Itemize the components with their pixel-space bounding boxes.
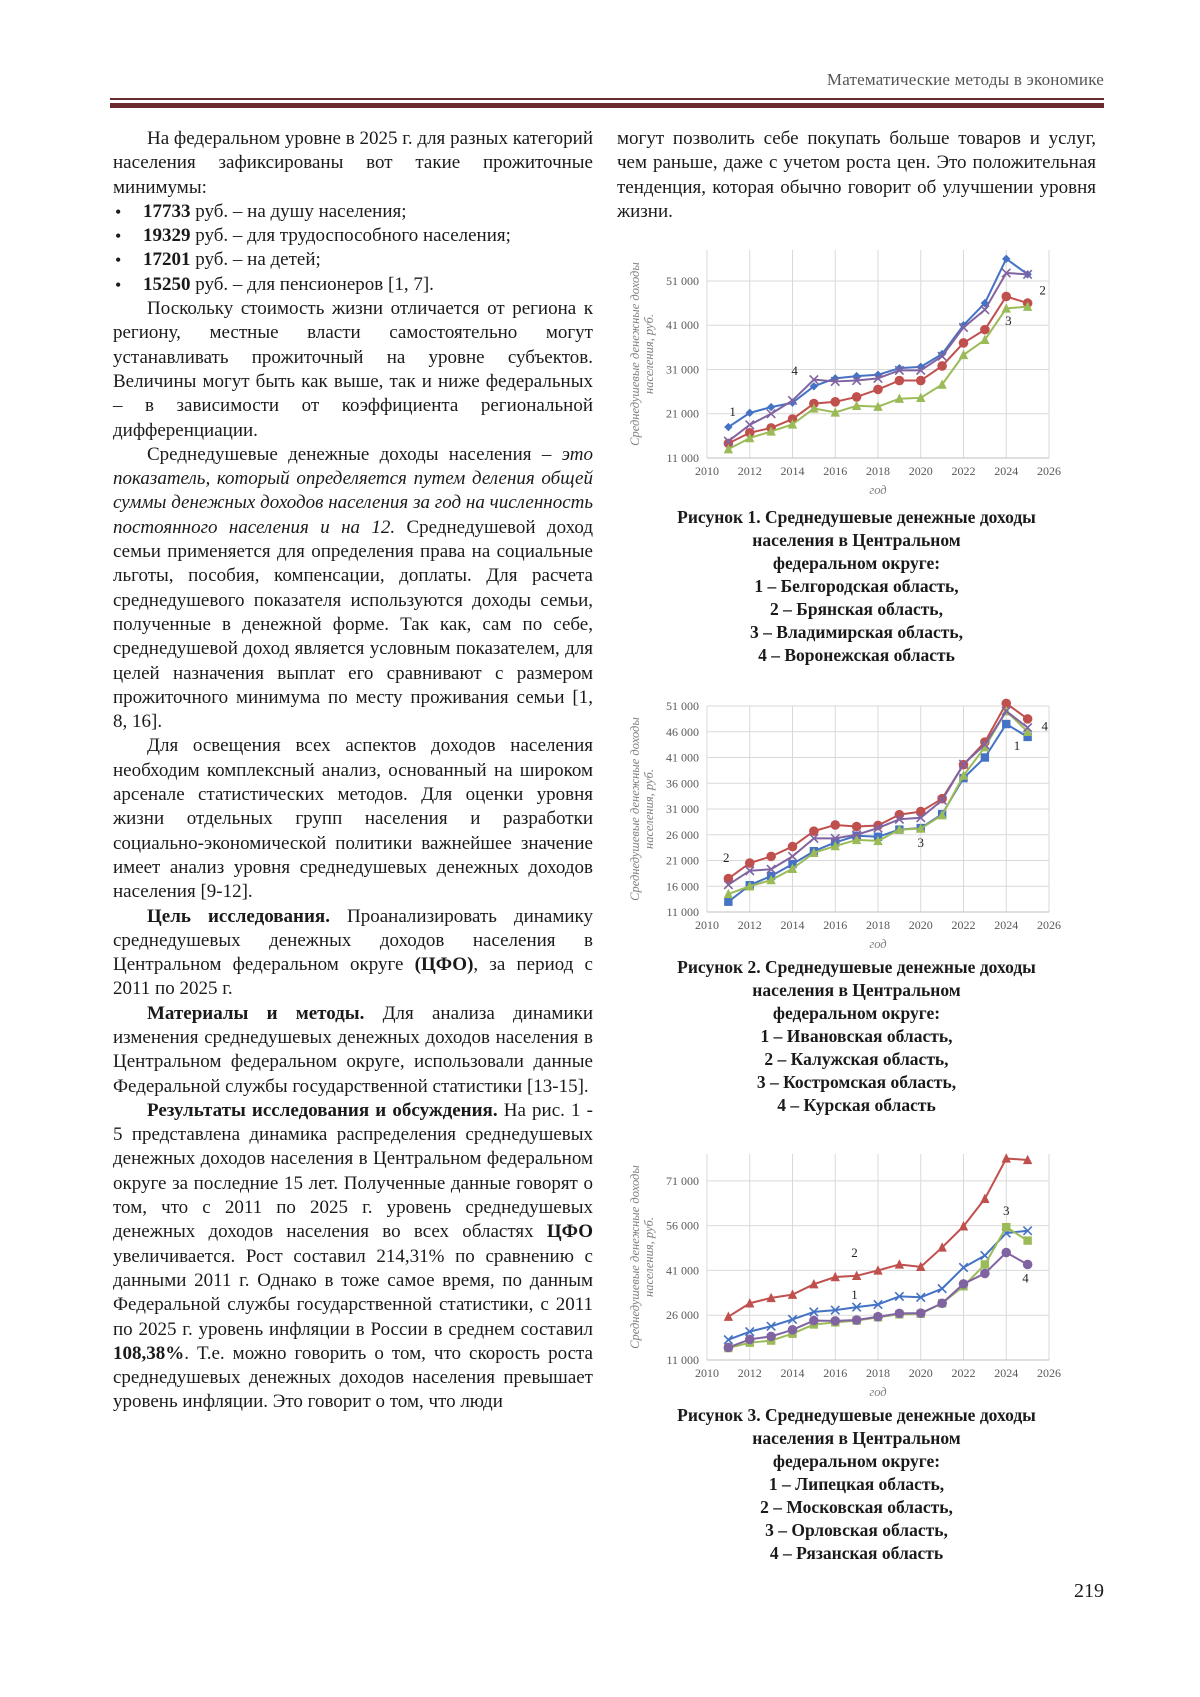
svg-text:2018: 2018 [866,1366,890,1380]
methods-text: Для анализа динамики изменения среднедушевых денежных доходов населения в Центральном федеральном округе, использовали данные Федеральной службы государственной статистики [13-15]. [113,1002,594,1097]
subsistence-minimum-list [113,200,593,297]
svg-text:2022: 2022 [951,464,976,478]
svg-text:3: 3 [1003,1203,1010,1219]
results-text-2: увеличивается. Рост составил 214,31% по сравнению с данными 2011 г. Однако в тоже самое время, по данным Федеральной службы государственной статистики, с 2011 по 2025 г. уровень инфляции в России в среднем составил [113,1245,593,1340]
svg-text:2010: 2010 [695,918,719,932]
svg-text:4: 4 [791,362,798,378]
aim-end: , за период с 2011 по 2025 г. [113,954,593,1000]
svg-text:год: год [869,483,887,497]
svg-text:16 000: 16 000 [666,879,699,894]
aim-heading: Цель исследования. [147,905,330,927]
svg-text:2016: 2016 [823,464,848,478]
caption-line: федеральном округе: [772,1451,941,1471]
svg-text:2018: 2018 [866,918,890,932]
aim-text: Проанализировать динамику среднедушевых денежных доходов населения в Центральном федеральном округе [113,905,594,976]
page-number: 219 [1074,1580,1104,1602]
definition-term: Среднедушевые денежные доходы населения [147,443,542,465]
list-item [113,200,593,224]
chart-3 [617,1140,1096,1402]
results-text-1: На рис. 1 - 5 представлена динамика распределения среднедушевых денежных доходов населения в Центральном федеральном округе за последние 15 лет. Полученные данные говорят о том, что с 2011 по 2025 г. уровень среднедушевых денежных доходов населения во всех областях [113,1099,593,1243]
svg-text:населения, руб.: населения, руб. [642,769,656,849]
list-item-value: 17733 [143,200,191,222]
svg-text:2012: 2012 [737,918,762,932]
svg-text:2018: 2018 [866,464,890,478]
svg-text:36 000: 36 000 [666,776,699,791]
svg-text:2014: 2014 [780,918,805,932]
figure-1 [617,236,1096,667]
svg-text:2014: 2014 [780,1366,805,1380]
caption-line: населения в Центральном [752,1428,961,1448]
chart-1 [617,236,1096,504]
results-paragraph [113,1099,593,1415]
caption-line: 1 – Липецкая область, [768,1474,945,1494]
svg-text:Среднедушевые денежные доходы: Среднедушевые денежные доходы [628,1165,642,1349]
caption-line: населения в Центральном [752,980,961,1000]
svg-text:2: 2 [722,850,730,866]
caption-line: 3 – Владимирская область, [750,622,963,642]
svg-text:11 000: 11 000 [666,451,699,465]
list-item-text: руб. – для пенсионеров [1, 7]. [190,273,434,295]
svg-text:год: год [869,1385,887,1399]
svg-text:2024: 2024 [994,1366,1019,1380]
svg-text:населения, руб.: населения, руб. [642,314,656,394]
left-column [113,127,593,1415]
svg-text:2016: 2016 [823,918,848,932]
caption-line: 2 – Калужская область, [764,1049,949,1069]
right-column [617,127,1096,224]
results-text-3: . Т.е. можно говорить о том, что скорость роста среднедушевых денежных доходов населения превышает уровень инфляции. Это говорит о том, что люди [113,1342,593,1413]
svg-text:Среднедушевые денежные доходы: Среднедушевые денежные доходы [628,717,642,901]
figure-3 [617,1140,1096,1565]
caption-line: федеральном округе: [772,1003,941,1023]
caption-line: 2 – Московская область, [760,1497,953,1517]
svg-text:4: 4 [1041,718,1048,734]
svg-text:21 000: 21 000 [666,853,699,868]
svg-text:56 000: 56 000 [666,1218,699,1233]
svg-text:1: 1 [1013,737,1021,753]
results-bold-1: ЦФО [546,1221,593,1243]
caption-line: 3 – Орловская область, [765,1520,948,1540]
svg-text:2010: 2010 [695,464,719,478]
analysis-paragraph: Для освещения всех аспектов доходов населения необходим комплексный анализ, основанный на широком арсенале статистических методов. Для оценки уровня жизни отдельных групп населения и разработки социально-экономической политики важнейшее значение имеет анализ уровня среднедушевых денежных доходов населения [9-12]. [113,735,593,903]
list-item-value: 17201 [143,249,191,271]
svg-text:2014: 2014 [780,464,805,478]
svg-text:46 000: 46 000 [666,724,699,739]
definition-italic: – это показатель, который определяется путем деления общей суммы денежных доходов населения за год на численность постоянного населения и на 12. [113,443,594,538]
continuation-paragraph: могут позволить себе покупать больше товаров и услуг, чем раньше, даже с учетом роста цен. Это положительная тенденция, которая обычно говорит об улучшении уровня жизни. [617,128,1096,222]
svg-text:1: 1 [729,403,736,419]
caption-line: 2 – Брянская область, [770,599,943,619]
svg-text:2020: 2020 [908,464,933,478]
definition-rest: Среднедушевой доход семьи применяется для определения права на социальные льготы, пособия, компенсации, доплаты. Для расчета среднедушевого показателя используются доходы семьи, полученные в денежной форме. Так как, сам по себе, среднедушевой доход является условным показателем, для целей назначения выплат его сравнивают с размером прожиточного минимума по месту проживания семьи [1, 8, 16]. [113,516,593,733]
svg-text:2024: 2024 [994,464,1019,478]
list-item-text: руб. – для трудоспособного населения; [190,225,511,247]
caption-line: 4 – Воронежская область [758,645,955,665]
svg-text:2022: 2022 [951,1366,976,1380]
svg-text:71 000: 71 000 [666,1173,699,1188]
svg-text:2016: 2016 [823,1366,848,1380]
svg-text:Среднедушевые денежные доходы: Среднедушевые денежные доходы [628,262,642,446]
svg-text:4: 4 [1022,1270,1029,1286]
svg-text:год: год [869,937,887,951]
svg-text:11 000: 11 000 [666,905,699,919]
caption-line: 4 – Курская область [777,1095,936,1115]
methods-paragraph [113,1002,593,1099]
aim-paragraph [113,905,593,1002]
svg-text:2012: 2012 [737,464,762,478]
svg-text:2024: 2024 [994,918,1019,932]
svg-text:2010: 2010 [695,1366,719,1380]
list-item-text: руб. – на душу населения; [190,200,407,222]
figure-2-caption [617,956,1096,1117]
svg-text:2026: 2026 [1037,464,1061,478]
svg-text:2026: 2026 [1037,1366,1061,1380]
aim-bold: (ЦФО) [414,954,474,976]
svg-text:1: 1 [851,1286,858,1302]
svg-text:31 000: 31 000 [666,362,699,377]
running-head: Математические методы в экономике [826,70,1104,89]
svg-text:3: 3 [917,835,924,851]
svg-text:26 000: 26 000 [666,1308,699,1323]
list-item-text: руб. – на детей; [190,249,321,271]
caption-line: 1 – Ивановская область, [760,1026,953,1046]
chart-2 [617,692,1096,954]
svg-text:51 000: 51 000 [666,273,699,288]
svg-text:41 000: 41 000 [666,318,699,333]
svg-text:26 000: 26 000 [666,827,699,842]
caption-line: Рисунок 1. Среднедушевые денежные доходы [677,507,1036,527]
svg-text:населения, руб.: населения, руб. [642,1217,656,1297]
caption-line: Рисунок 2. Среднедушевые денежные доходы [677,957,1036,977]
svg-text:21 000: 21 000 [666,406,699,421]
intro-paragraph: На федеральном уровне в 2025 г. для разных категорий населения зафиксированы вот такие прожиточные минимумы: [113,128,593,198]
caption-line: 4 – Рязанская область [769,1543,944,1563]
svg-text:2026: 2026 [1037,918,1061,932]
caption-line: населения в Центральном [752,530,961,550]
definition-paragraph [113,443,593,735]
svg-text:2020: 2020 [908,918,933,932]
list-item-value: 15250 [143,273,191,295]
svg-text:2012: 2012 [737,1366,762,1380]
figure-2 [617,692,1096,1117]
results-heading: Результаты исследования и обсуждения. [147,1099,498,1121]
header-rule-thin [110,98,1104,100]
caption-line: 3 – Костромская область, [756,1072,957,1092]
caption-line: Рисунок 3. Среднедушевые денежные доходы [677,1405,1036,1425]
results-bold-2: 108,38% [113,1342,185,1364]
caption-line: 1 – Белгородская область, [754,576,959,596]
methods-heading: Материалы и методы. [147,1002,365,1024]
svg-text:2020: 2020 [908,1366,933,1380]
list-item-value: 19329 [143,225,191,247]
svg-text:3: 3 [1005,313,1012,329]
list-item [113,248,593,272]
svg-text:41 000: 41 000 [666,1263,699,1278]
caption-line: федеральном округе: [772,553,941,573]
header-rule-thick [110,103,1104,108]
svg-text:2: 2 [851,1245,858,1260]
svg-text:2: 2 [1039,282,1046,298]
figure-3-caption [617,1404,1096,1565]
figure-1-caption [617,506,1096,667]
list-item [113,224,593,248]
svg-text:2022: 2022 [951,918,976,932]
svg-text:11 000: 11 000 [666,1353,699,1367]
svg-text:51 000: 51 000 [666,699,699,713]
regional-paragraph: Поскольку стоимость жизни отличается от региона к региону, местные власти самостоятельно могут устанавливать прожиточный на уровне субъектов. Величины могут быть как выше, так и ниже федеральных – в зависимости от коэффициента региональной дифференциации. [113,298,593,441]
list-item [113,273,593,297]
svg-text:41 000: 41 000 [666,750,699,765]
svg-text:31 000: 31 000 [666,802,699,816]
